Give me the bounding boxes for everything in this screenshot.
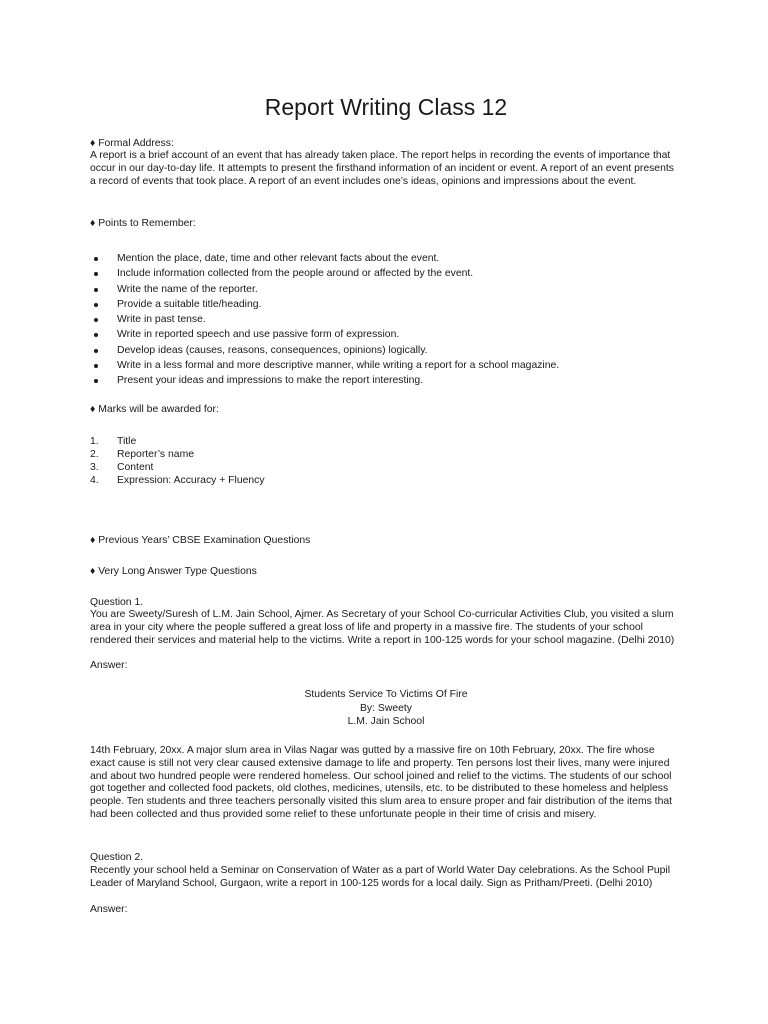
marks-list: [90, 435, 265, 487]
bullet-icon: [94, 257, 98, 261]
list-item: 3. Content: [90, 462, 154, 473]
page-title: Report Writing Class 12: [264, 94, 508, 120]
points-list: [90, 251, 682, 389]
list-item: Develop ideas (causes, reasons, consequences, opinions) logically.: [90, 343, 682, 358]
list-item: Write in reported speech and use passive form of expression.: [90, 327, 682, 342]
list-item: Write the name of the reporter.: [90, 282, 682, 297]
list-item: Mention the place, date, time and other relevant facts about the event.: [90, 251, 682, 266]
report-byline: By: Sweety: [360, 702, 412, 714]
formal-address-paragraph: A report is a brief account of an event that has already taken place. The report helps in recording the events of importance that occur in our day-to-day life. It attempts to present the firsthand information of an incident or event. A report of an event presents a record of events that took place. A report of an event includes one’s ideas, opinions and impressions about the event.: [90, 150, 674, 187]
list-item: 2. Reporter’s name: [90, 449, 195, 460]
question-1-answer-label: Answer:: [90, 660, 128, 671]
formal-address-heading: ♦ Formal Address:: [90, 138, 174, 149]
report-title: Students Service To Victims Of Fire: [304, 689, 468, 700]
list-item: Write in a less formal and more descriptive manner, while writing a report for a school magazine.: [90, 358, 682, 373]
bullet-icon: [94, 349, 98, 353]
question-2-answer-label: Answer:: [90, 904, 128, 915]
document-page: [90, 0, 682, 1024]
bullet-icon: [94, 364, 98, 368]
report-body: 14th February, 20xx. A major slum area in Vilas Nagar was gutted by a massive fire on 10th February, 20xx. The fire whose exact cause is still not very clear caused extensive damage to life and property. Ten persons lost their lives, many were injured and about two hundred people were rendered homeless. Our school joined and relief to the victims. The students of our school got together and collected food packets, old clothes, medicines, utensils, etc. to be distributed to these homeless and helpless people. Ten students and three teachers personally visited this slum area to ensure proper and fair distribution of the items that had been collected and thus provided some relief to these unfortunate people in their time of crisis and misery.: [90, 745, 673, 820]
report-school: L.M. Jain School: [347, 716, 425, 728]
list-item: 1. Title: [90, 436, 137, 447]
very-long-answer-heading: ♦ Very Long Answer Type Questions: [90, 566, 257, 577]
list-item: Present your ideas and impressions to make the report interesting.: [90, 373, 682, 388]
bullet-icon: [94, 379, 98, 383]
marks-heading: ♦ Marks will be awarded for:: [90, 404, 219, 415]
points-heading: ♦ Points to Remember:: [90, 218, 196, 229]
previous-years-heading: ♦ Previous Years’ CBSE Examination Questions: [90, 535, 311, 546]
bullet-icon: [94, 288, 98, 292]
report-header: [90, 688, 682, 729]
bullet-icon: [94, 303, 98, 307]
bullet-icon: [94, 318, 98, 322]
list-item: Provide a suitable title/heading.: [90, 297, 682, 312]
question-1-text: You are Sweety/Suresh of L.M. Jain School, Ajmer. As Secretary of your School Co-curricular Activities Club, you visited a slum area in your city where the people suffered a great loss of life and property in a massive fire. The students of your school rendered their services and material help to the victims. Write a report in 100-125 words for your school magazine. (Delhi 2010): [90, 609, 675, 646]
bullet-icon: [94, 272, 98, 276]
bullet-icon: [94, 333, 98, 337]
list-item: Include information collected from the people around or affected by the event.: [90, 266, 682, 281]
question-2-label: Question 2.: [90, 852, 144, 863]
question-2-text: Recently your school held a Seminar on Conservation of Water as a part of World Water Day celebrations. As the School Pupil Leader of Maryland School, Gurgaon, write a report in 100-125 words for a local daily. Sign as Pritham/Preeti. (Delhi 2010): [90, 865, 671, 889]
question-1-label: Question 1.: [90, 597, 144, 608]
list-item: 4. Expression: Accuracy + Fluency: [90, 475, 265, 486]
list-item: Write in past tense.: [90, 312, 682, 327]
